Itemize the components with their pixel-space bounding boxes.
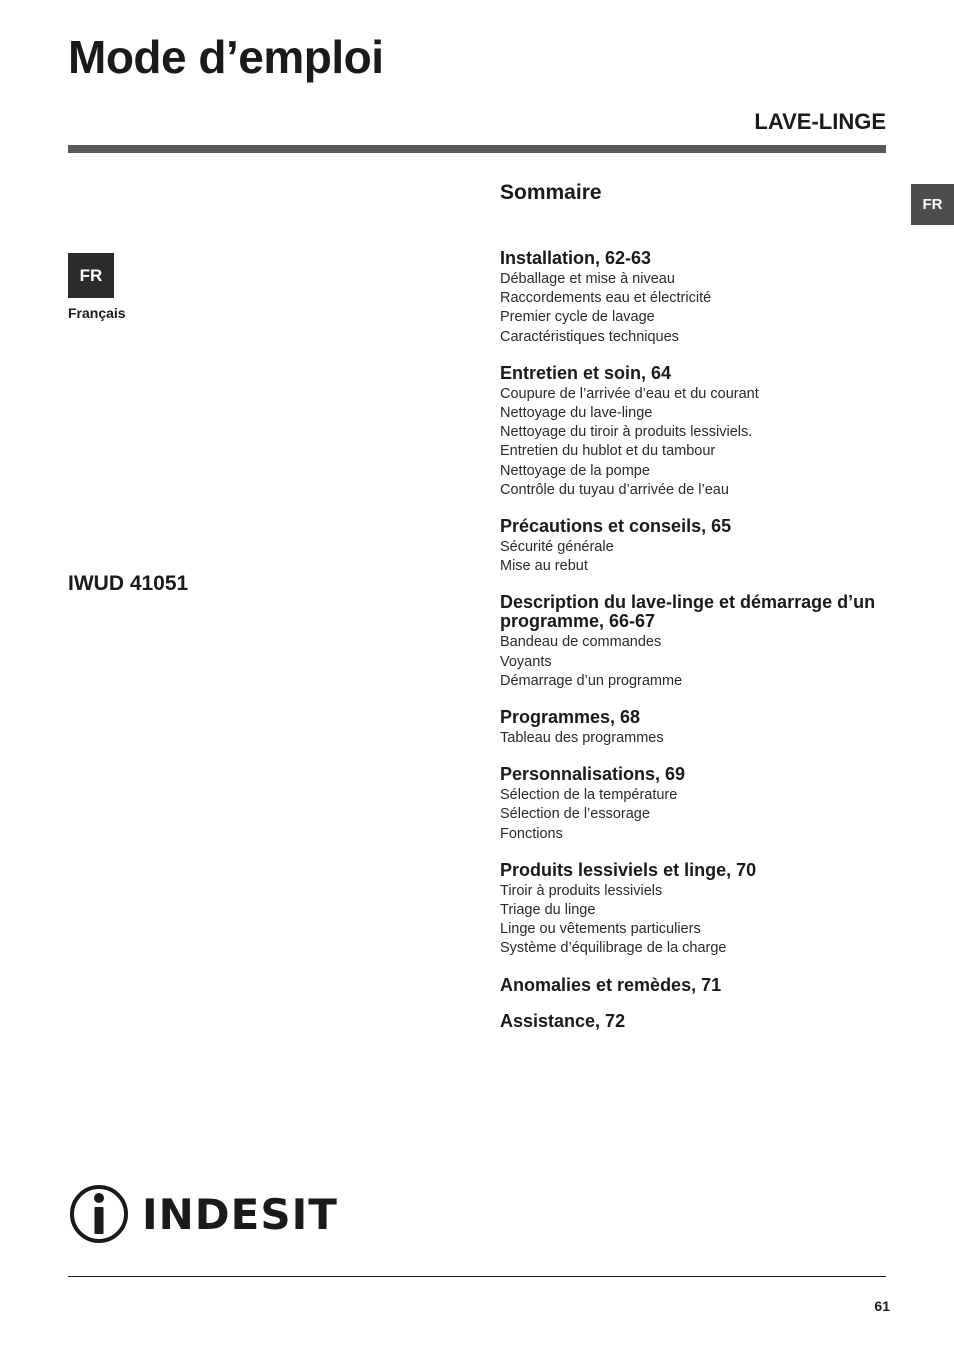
toc-sections [500,249,890,1031]
indesit-i-logo-icon [68,1183,130,1245]
toc-item: Sélection de la température [500,787,678,804]
toc-section-title: Précautions et conseils, 65 [500,516,732,537]
language-side-tab: FR [911,184,954,225]
toc-item: Entretien du hublot et du tambour [500,443,716,460]
footer-divider [68,1276,886,1277]
toc-item: Déballage et mise à niveau [500,271,675,287]
toc-item: Caractéristiques techniques [500,328,679,345]
toc-section [500,861,890,959]
toc-section-title: Produits lessiviels et linge, 70 [500,859,757,880]
toc-item: Sécurité générale [500,539,614,556]
toc-section [500,593,890,691]
toc-section-title: Assistance, 72 [500,1010,626,1031]
toc-section-title: Installation, 62-63 [500,248,652,268]
document-type: LAVE-LINGE [754,109,886,134]
toc-item: Démarrage d’un programme [500,672,683,689]
toc-item: Sélection de l’essorage [500,806,650,823]
toc-item: Système d’équilibrage de la charge [500,940,727,957]
toc-section [500,765,890,844]
page-title: Mode d’emploi [68,31,384,83]
language-badge: FR [68,253,114,298]
brand-wordmark: INDESIT [142,1189,338,1239]
toc-section-title: Description du lave-linge et démarrage d’un programme, 66-67 [500,592,876,632]
toc-item: Tiroir à produits lessiviels [500,882,663,899]
toc-item: Raccordements eau et électricité [500,290,712,307]
toc-item: Nettoyage du lave-linge [500,405,653,422]
toc-item: Triage du linge [500,902,596,919]
toc-item: Mise au rebut [500,558,588,575]
toc-section-title: Entretien et soin, 64 [500,362,672,383]
toc-section-title: Programmes, 68 [500,707,641,728]
toc-section [500,517,890,576]
toc-item: Linge ou vêtements particuliers [500,921,701,938]
toc-section [500,976,890,995]
toc-item: Coupure de l’arrivée d’eau et du courant [500,385,759,402]
table-of-contents [500,180,890,1048]
page-number: 61 [874,1298,890,1314]
toc-heading: Sommaire [500,181,602,204]
brand-logo [68,1183,338,1245]
toc-section [500,364,890,500]
model-number: IWUD 41051 [68,572,189,595]
toc-item: Contrôle du tuyau d’arrivée de l’eau [500,481,729,498]
toc-section [500,708,890,748]
toc-item: Tableau des programmes [500,730,664,747]
toc-item: Voyants [500,653,552,670]
toc-item: Nettoyage de la pompe [500,462,650,479]
toc-item: Bandeau de commandes [500,634,662,651]
toc-section [500,1012,890,1031]
toc-section-title: Personnalisations, 69 [500,764,686,785]
toc-section-title: Anomalies et remèdes, 71 [500,974,722,995]
toc-item: Premier cycle de lavage [500,309,655,326]
toc-section [500,249,890,347]
toc-item: Fonctions [500,825,563,842]
header-divider [68,145,886,153]
language-name: Français [68,305,126,321]
toc-item: Nettoyage du tiroir à produits lessiviels. [500,424,753,441]
